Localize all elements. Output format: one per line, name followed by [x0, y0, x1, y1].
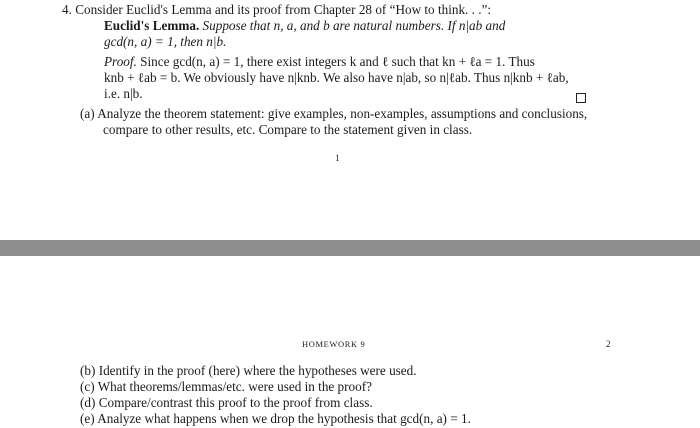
- part-e: [80, 411, 471, 427]
- part-c-text: What theorems/lemmas/etc. were used in the proof?: [97, 379, 372, 394]
- proof-label: Proof.: [104, 54, 137, 69]
- part-b-text: Identify in the proof (here) where the hypotheses were used.: [98, 363, 417, 378]
- document-page-bottom: [0, 256, 700, 428]
- part-d-text: Compare/contrast this proof to the proof from class.: [98, 395, 373, 410]
- part-c-label: (c): [80, 379, 95, 394]
- lemma-text-2: gcd(n, a) = 1, then n|b.: [104, 34, 227, 49]
- proof-line-3: i.e. n|b.: [104, 86, 143, 101]
- part-a-label: (a): [80, 106, 95, 121]
- part-a-line-2: compare to other results, etc. Compare to the statement given in class.: [103, 122, 473, 137]
- proof-line-1: [104, 54, 535, 70]
- part-d: [80, 395, 373, 411]
- page-number-2: 2: [606, 339, 611, 349]
- part-b-label: (b): [80, 363, 96, 378]
- proof-line-2: knb + ℓab = b. We obviously have n|knb. We also have n|ab, so n|ℓab. Thus n|knb + ℓab,: [104, 70, 569, 85]
- part-a-text-1: Analyze the theorem statement: give examples, non-examples, assumptions and conclusions,: [97, 106, 588, 121]
- part-e-text: Analyze what happens when we drop the hypothesis that gcd(n, a) = 1.: [97, 411, 471, 426]
- page-number-1: 1: [335, 153, 340, 163]
- problem-intro: [62, 2, 491, 18]
- lemma-title: Euclid's Lemma.: [104, 18, 200, 33]
- part-d-label: (d): [80, 395, 96, 410]
- proof-text-1: Since gcd(n, a) = 1, there exist integers k and ℓ such that kn + ℓa = 1. Thus: [140, 54, 535, 69]
- running-header: HOMEWORK 9: [302, 339, 366, 349]
- qed-square-icon: [576, 89, 586, 107]
- part-c: [80, 379, 372, 395]
- part-b: [80, 363, 417, 379]
- problem-intro-text: Consider Euclid's Lemma and its proof from Chapter 28 of “How to think. . .”:: [75, 2, 492, 17]
- part-e-label: (e): [80, 411, 95, 426]
- lemma-text-1: Suppose that n, a, and b are natural numbers. If n|ab and: [202, 18, 506, 33]
- part-a-line-1: [80, 106, 587, 122]
- page-separator: [0, 240, 700, 256]
- problem-number: 4.: [62, 2, 72, 17]
- lemma-statement-line-1: [104, 18, 505, 34]
